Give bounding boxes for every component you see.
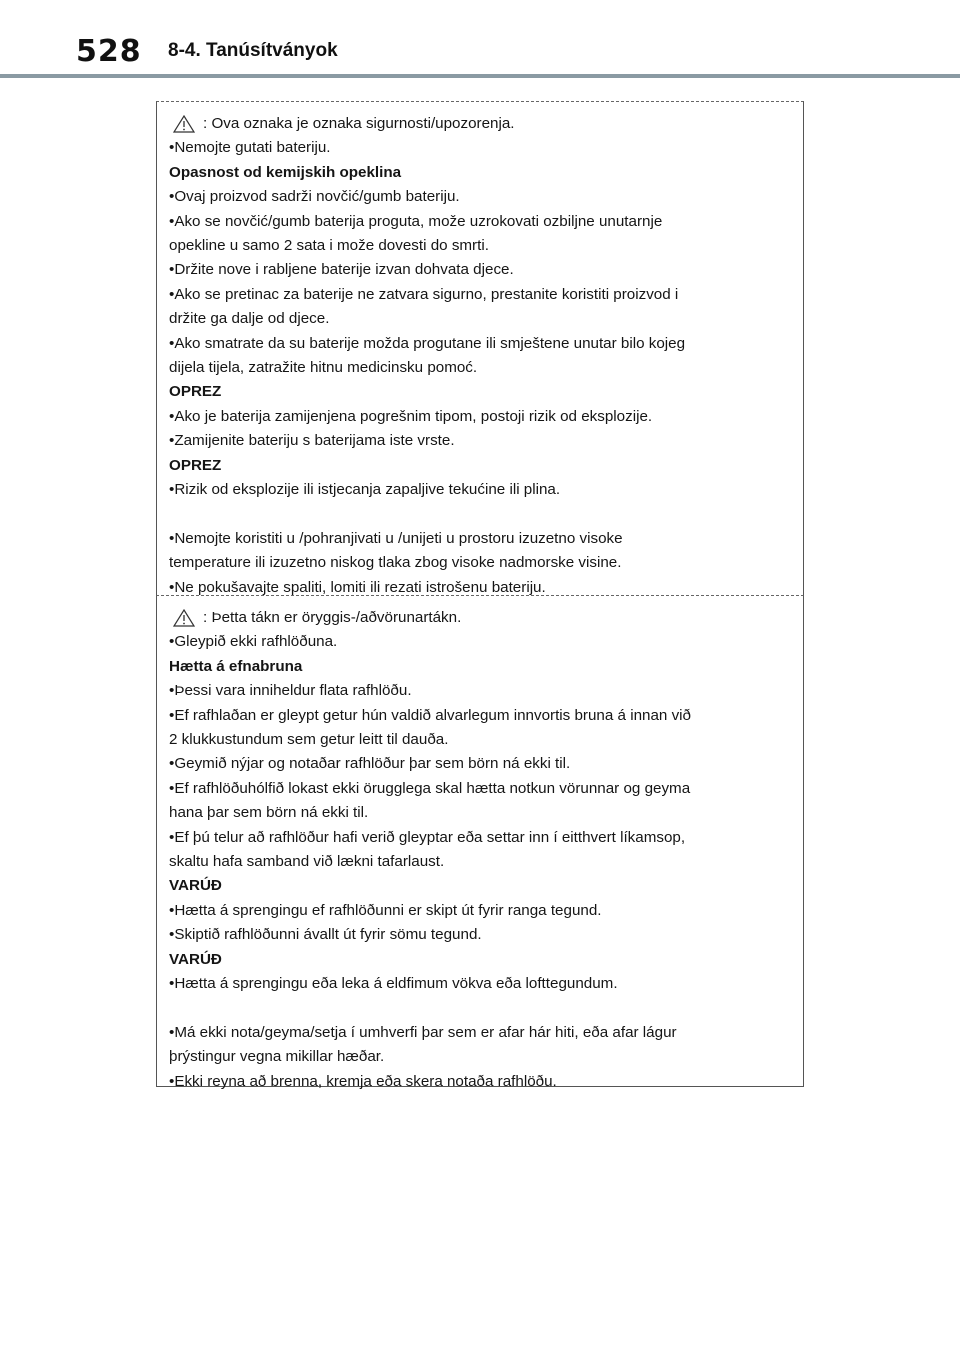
croatian-warning-row — [169, 112, 789, 136]
section-heading: VARÚÐ — [169, 877, 222, 895]
text-line: •Zamijenite bateriju s baterijama iste vrste. — [169, 432, 455, 450]
section-heading: OPREZ — [169, 456, 222, 474]
text-line: •Ako je baterija zamijenjena pogrešnim tipom, postoji rizik od eksplozije. — [169, 407, 653, 425]
text-line: þrýstingur vegna mikillar hæðar. — [169, 1048, 385, 1066]
text-line: •Ako smatrate da su baterije možda progutane ili smještene unutar bilo kojeg — [169, 334, 686, 352]
text-line: •Nemojte koristiti u /pohranjivati u /unijeti u prostoru izuzetno visoke — [169, 529, 623, 547]
text-line: •Hætta á sprengingu eða leka á eldfimum vökva eða lofttegundum. — [169, 975, 618, 993]
croatian-warning-box — [156, 101, 804, 596]
text-line: dijela tijela, zatražite hitnu medicinsku pomoć. — [169, 359, 478, 377]
icelandic-lines — [169, 630, 789, 1094]
section-heading: OPREZ — [169, 383, 222, 401]
text-line: •Geymið nýjar og notaðar rafhlöður þar sem börn ná ekki til. — [169, 755, 571, 773]
section-heading: VARÚÐ — [169, 950, 222, 968]
text-line: •Ovaj proizvod sadrži novčić/gumb bateriju. — [169, 188, 460, 206]
text-line: hana þar sem börn ná ekki til. — [169, 804, 369, 822]
icelandic-content — [169, 606, 789, 1094]
page-header — [0, 0, 960, 80]
text-line: •Ef þú telur að rafhlöður hafi verið gleyptar eða settar inn í eitthvert líkamsop, — [169, 828, 686, 846]
text-line: •Hætta á sprengingu ef rafhlöðunni er skipt út fyrir ranga tegund. — [169, 901, 602, 919]
text-line: •Nemojte gutati bateriju. — [169, 139, 331, 157]
section-title: 8-4. Tanúsítványok — [168, 40, 338, 61]
icelandic-warning-box — [156, 595, 804, 1090]
text-line: •Ef rafhlöðuhólfið lokast ekki örugglega skal hætta notkun vörunnar og geyma — [169, 779, 691, 797]
header-divider — [0, 74, 960, 78]
text-line: držite ga dalje od djece. — [169, 310, 330, 328]
text-line: temperature ili izuzetno niskog tlaka zbog visoke nadmorske visine. — [169, 554, 622, 572]
text-line: •Má ekki nota/geyma/setja í umhverfi þar sem er afar hár hiti, eða afar lágur — [169, 1023, 677, 1041]
text-line: opekline u samo 2 sata i može dovesti do smrti. — [169, 237, 489, 255]
spacer — [169, 503, 789, 527]
text-line: •Skiptið rafhlöðunni ávallt út fyrir sömu tegund. — [169, 926, 482, 944]
warning-triangle-icon — [173, 115, 195, 133]
text-line: •Ako se pretinac za baterije ne zatvara sigurno, prestanite koristiti proizvod i — [169, 285, 679, 303]
spacer — [169, 997, 789, 1021]
text-line: •Ef rafhlaðan er gleypt getur hún valdið alvarlegum innvortis bruna á innan við — [169, 706, 692, 724]
text-line: skaltu hafa samband við lækni tafarlaust. — [169, 853, 445, 871]
text-line: •Ako se novčić/gumb baterija proguta, može uzrokovati ozbiljne unutarnje — [169, 212, 663, 230]
text-line: •Ekki reyna að brenna, kremja eða skera notaða rafhlöðu. — [169, 1072, 557, 1090]
croatian-lines — [169, 136, 789, 600]
text-line: •Ne pokušavajte spaliti, lomiti ili rezati istrošenu bateriju. — [169, 578, 546, 596]
croatian-warning-text: : Ova oznaka je oznaka sigurnosti/upozorenja. — [203, 115, 515, 132]
warning-triangle-icon — [173, 609, 195, 627]
text-line: •Gleypið ekki rafhlöðuna. — [169, 633, 338, 651]
icelandic-warning-row — [169, 606, 789, 630]
text-line: •Rizik od eksplozije ili istjecanja zapaljive tekućine ili plina. — [169, 481, 561, 499]
section-heading: Hætta á efnabruna — [169, 657, 303, 675]
page-number: 528 — [76, 34, 142, 69]
croatian-content — [169, 112, 789, 600]
text-line: •Þessi vara inniheldur flata rafhlöðu. — [169, 682, 412, 700]
icelandic-warning-text: : Þetta tákn er öryggis-/aðvörunartákn. — [203, 609, 462, 626]
section-heading: Opasnost od kemijskih opeklina — [169, 163, 402, 181]
text-line: •Držite nove i rabljene baterije izvan dohvata djece. — [169, 261, 514, 279]
text-line: 2 klukkustundum sem getur leitt til dauða. — [169, 731, 449, 749]
